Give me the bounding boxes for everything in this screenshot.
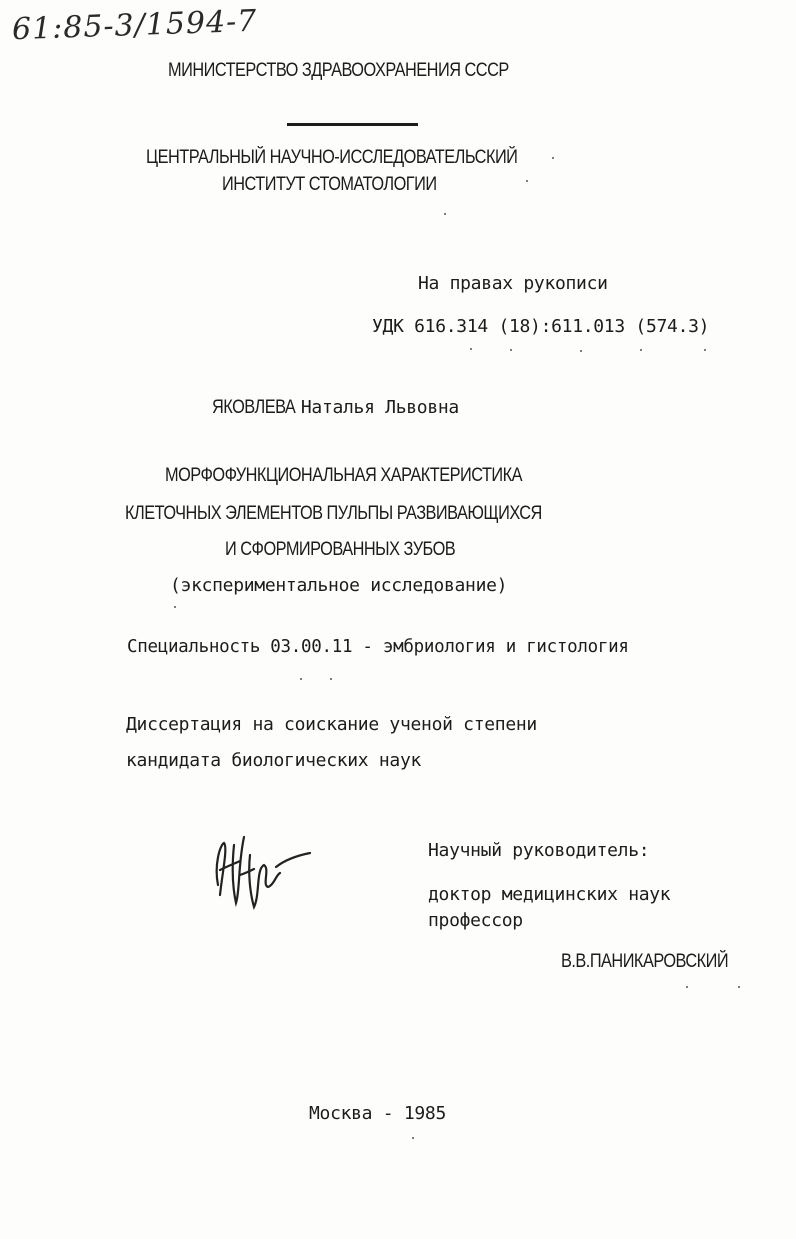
scan-speck xyxy=(300,678,302,680)
scan-speck xyxy=(580,350,582,352)
scan-speck xyxy=(704,349,706,351)
heading-divider xyxy=(287,123,418,126)
scan-speck xyxy=(552,157,554,159)
place-and-year: Москва - 1985 xyxy=(309,1103,446,1124)
signature-mark xyxy=(210,825,320,915)
dissertation-line-2: кандидата биологических наук xyxy=(126,750,422,771)
institute-line-2: ИНСТИТУТ СТОМАТОЛОГИИ xyxy=(222,174,437,195)
author-given-names: Наталья Львовна xyxy=(300,397,459,418)
dissertation-line-1: Диссертация на соискание ученой степени xyxy=(126,714,537,735)
scan-speck xyxy=(640,349,642,351)
supervisor-name: В.В.ПАНИКАРОВСКИЙ xyxy=(561,951,729,972)
scan-speck xyxy=(526,180,528,182)
author-name xyxy=(212,397,459,419)
title-line-1: МОРФОФУНКЦИОНАЛЬНАЯ ХАРАКТЕРИСТИКА xyxy=(165,465,523,486)
scan-speck xyxy=(330,678,332,680)
scan-speck xyxy=(738,986,740,988)
title-line-2: КЛЕТОЧНЫХ ЭЛЕМЕНТОВ ПУЛЬПЫ РАЗВИВАЮЩИХСЯ xyxy=(125,503,542,524)
supervisor-label: Научный руководитель: xyxy=(428,840,650,861)
udk-classification: УДК 616.314 (18):611.013 (574.3) xyxy=(372,316,710,337)
scan-speck xyxy=(444,213,446,215)
handwritten-catalog-code: 61:85-3/1594-7 xyxy=(11,3,258,48)
scan-speck xyxy=(686,986,688,988)
scan-speck xyxy=(412,1137,414,1139)
supervisor-degree: доктор медицинских наук xyxy=(428,884,671,905)
supervisor-rank: профессор xyxy=(428,910,523,931)
scan-speck xyxy=(470,348,472,350)
institute-line-1: ЦЕНТРАЛЬНЫЙ НАУЧНО-ИССЛЕДОВАТЕЛЬСКИЙ xyxy=(146,147,518,168)
title-subtitle: (экспериментальное исследование) xyxy=(170,575,508,596)
scan-speck xyxy=(510,349,512,351)
scan-speck xyxy=(174,606,176,608)
ministry-heading: МИНИСТЕРСТВО ЗДРАВООХРАНЕНИЯ СССР xyxy=(168,60,509,81)
manuscript-rights: На правах рукописи xyxy=(418,273,608,294)
author-surname: ЯКОВЛЕВА xyxy=(212,397,296,418)
title-line-3: И СФОРМИРОВАННЫХ ЗУБОВ xyxy=(225,539,456,560)
specialty: Специальность 03.00.11 - эмбриология и гистология xyxy=(127,637,629,657)
